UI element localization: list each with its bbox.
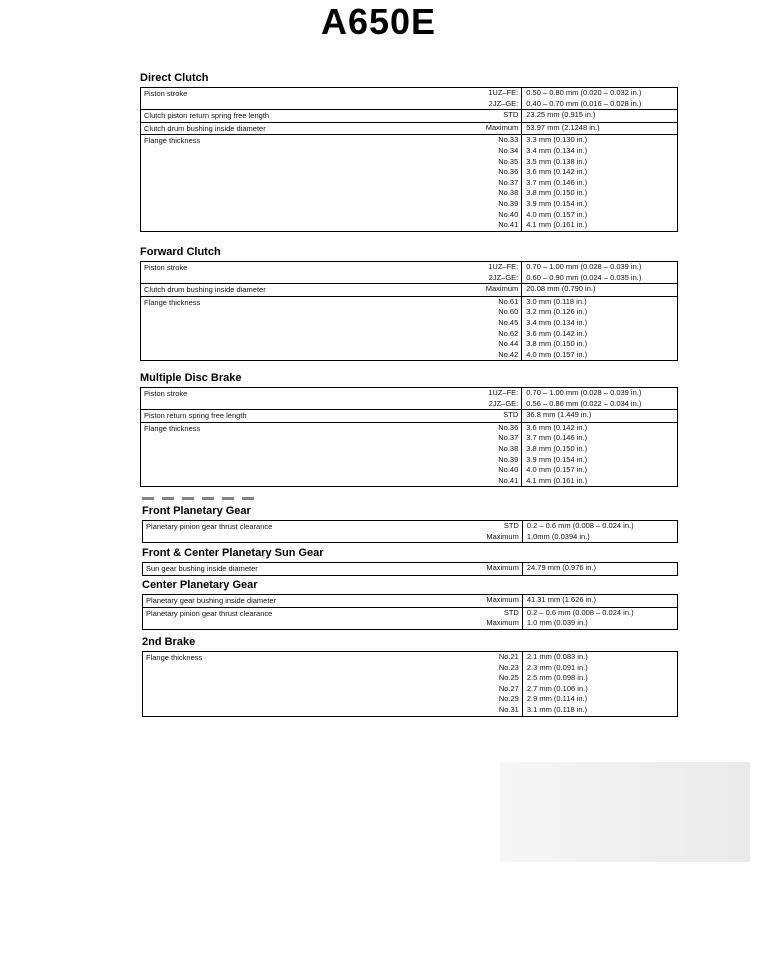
spec-table	[140, 87, 678, 232]
value-line: 3.1 mm (0.118 in.)	[526, 704, 588, 714]
spec-row	[141, 262, 678, 284]
spec-row	[141, 296, 678, 361]
value-line: 1.0 mm (0.039 in.)	[526, 618, 588, 628]
value-line: 20.08 mm (0.790 in.)	[526, 284, 596, 294]
section-center-planetary-gear	[142, 579, 678, 630]
spec-row	[143, 652, 678, 717]
value-line: 3.8 mm (0.150 in.)	[526, 339, 588, 349]
value-line: 23.25 mm (0.915 in.)	[526, 110, 596, 120]
section-multiple-disc-brake	[140, 372, 678, 487]
condition-line: No.41	[498, 475, 519, 485]
spec-row	[141, 88, 678, 110]
condition-line: No.25	[498, 673, 519, 683]
spec-table	[140, 261, 678, 361]
section-heading: Front Planetary Gear	[142, 505, 251, 517]
value-line: 2.9 mm (0.114 in.)	[526, 694, 588, 704]
condition-line: No.35	[498, 156, 519, 166]
condition-line: Maximum	[485, 284, 519, 294]
condition-line: Maximum	[486, 618, 519, 628]
condition-line: No.37	[498, 177, 519, 187]
spec-value	[522, 422, 678, 487]
spec-condition	[431, 607, 522, 629]
scan-shadow	[500, 762, 750, 862]
value-line: 0.2 – 0.6 mm (0.008 – 0.024 in.)	[526, 521, 634, 530]
condition-line: No.39	[498, 454, 519, 464]
spec-table	[142, 594, 678, 630]
condition-line: 2JZ–GE:	[488, 98, 519, 108]
condition-line: STD	[503, 607, 519, 617]
spec-table	[142, 562, 678, 576]
condition-line: No.40	[498, 209, 519, 219]
spec-value	[522, 135, 678, 231]
section-front-planetary-gear	[142, 505, 678, 543]
value-line: 4.0 mm (0.157 in.)	[526, 465, 588, 475]
spec-item-label: Planetary pinion gear thrust clearance	[143, 607, 432, 629]
document-title: A650E	[320, 1, 437, 42]
spec-condition	[431, 652, 522, 717]
value-line: 2.3 mm (0.091 in.)	[526, 662, 588, 672]
value-line: 4.1 mm (0.161 in.)	[526, 475, 588, 485]
spec-item-label: Flange thickness	[146, 653, 203, 662]
value-line: 3.3 mm (0.130 in.)	[526, 135, 588, 145]
condition-line: Maximum	[485, 122, 519, 132]
spec-condition	[430, 388, 521, 410]
spec-value	[522, 110, 678, 123]
condition-line: No.36	[498, 167, 519, 177]
value-line: 53.97 mm (2.1248 in.)	[526, 122, 600, 132]
spec-value	[522, 388, 678, 410]
condition-line: STD	[503, 521, 519, 530]
spec-item-label: Sun gear bushing inside diameter	[146, 564, 258, 573]
spec-value	[522, 410, 678, 423]
spec-table	[142, 651, 678, 717]
section-forward-clutch	[140, 246, 678, 361]
condition-line: No.38	[498, 443, 519, 453]
condition-line: 1UZ–FE:	[488, 262, 519, 271]
condition-line: No.36	[498, 422, 519, 432]
spec-item-label: Clutch drum bushing inside diameter	[141, 284, 431, 297]
condition-line: No.37	[498, 433, 519, 443]
value-line: 3.7 mm (0.146 in.)	[526, 433, 588, 443]
condition-line: 1UZ–FE:	[488, 388, 519, 397]
value-line: 24.79 mm (0.976 in.)	[526, 563, 597, 572]
value-line: 4.0 mm (0.157 in.)	[526, 209, 588, 219]
condition-line: STD	[503, 110, 519, 120]
section-heading: Multiple Disc Brake	[140, 372, 242, 384]
condition-line: No.62	[498, 328, 519, 338]
condition-line: No.40	[498, 465, 519, 475]
spec-condition	[430, 422, 521, 487]
value-line: 3.6 mm (0.142 in.)	[526, 167, 588, 177]
condition-line: STD	[503, 410, 519, 420]
value-line: 3.5 mm (0.138 in.)	[526, 156, 588, 166]
spec-condition	[431, 563, 522, 576]
spec-item-label: Planetary gear bushing inside diameter	[146, 596, 277, 605]
spec-row	[141, 122, 678, 135]
spec-condition	[430, 410, 521, 423]
spec-condition	[430, 88, 521, 110]
spec-condition	[431, 595, 522, 608]
spec-value	[522, 296, 678, 361]
section-heading: Front & Center Planetary Sun Gear	[142, 547, 324, 559]
spec-value	[522, 122, 678, 135]
value-line: 3.8 mm (0.150 in.)	[526, 443, 588, 453]
spec-item-label: Piston stroke	[144, 389, 188, 398]
value-line: 0.70 – 1.00 mm (0.028 – 0.039 in.)	[526, 388, 642, 397]
value-line: 4.0 mm (0.157 in.)	[526, 349, 588, 359]
spec-value	[522, 607, 677, 629]
section-heading: Forward Clutch	[140, 246, 221, 258]
value-line: 3.4 mm (0.134 in.)	[526, 317, 588, 327]
condition-line: No.33	[498, 135, 519, 145]
section-direct-clutch	[140, 72, 678, 232]
spec-item-label: Clutch drum bushing inside diameter	[141, 122, 431, 135]
spec-row	[141, 135, 678, 231]
condition-line: No.61	[498, 296, 519, 306]
condition-line: No.23	[498, 662, 519, 672]
spec-value	[522, 521, 677, 543]
value-line: 3.6 mm (0.142 in.)	[526, 422, 588, 432]
spec-row	[141, 110, 678, 123]
condition-line: No.27	[498, 683, 519, 693]
value-line: 3.9 mm (0.154 in.)	[526, 454, 588, 464]
spec-row	[143, 607, 678, 629]
condition-line: No.41	[498, 220, 519, 230]
spec-condition	[430, 135, 521, 231]
section-2nd-brake	[142, 636, 678, 717]
spec-row	[141, 284, 678, 297]
spec-condition	[431, 521, 522, 543]
condition-line: No.42	[498, 349, 519, 359]
spec-condition	[430, 296, 521, 361]
condition-line: No.31	[498, 704, 519, 714]
value-line: 0.2 – 0.6 mm (0.008 – 0.024 in.)	[526, 607, 634, 617]
spec-value	[522, 284, 678, 297]
spec-item-label: Piston stroke	[144, 89, 188, 98]
condition-line: No.39	[498, 198, 519, 208]
condition-line: 1UZ–FE:	[488, 88, 519, 97]
spec-item-label: Flange thickness	[141, 296, 431, 361]
value-line: 3.8 mm (0.150 in.)	[526, 188, 588, 198]
condition-line: Maximum	[486, 595, 519, 604]
condition-line: No.34	[498, 145, 519, 155]
condition-line: No.21	[498, 652, 519, 661]
spec-value	[522, 262, 678, 284]
value-line: 1.0mm (0.0394 in.)	[526, 531, 590, 541]
value-line: 36.8 mm (1.449 in.)	[526, 410, 592, 420]
condition-line: 2JZ–GE:	[488, 272, 519, 282]
spec-item-label: Flange thickness	[141, 135, 431, 231]
spec-value	[522, 652, 677, 717]
value-line: 0.40 – 0.70 mm (0.016 – 0.028 in.)	[526, 98, 642, 108]
faint-overprint	[142, 497, 262, 500]
value-line: 3.2 mm (0.126 in.)	[526, 307, 588, 317]
value-line: 0.50 – 0.80 mm (0.020 – 0.032 in.)	[526, 88, 642, 97]
spec-row	[143, 595, 678, 608]
condition-line: No.29	[498, 694, 519, 704]
spec-condition	[430, 262, 521, 284]
spec-value	[522, 88, 678, 110]
spec-table	[142, 520, 678, 543]
spec-row	[143, 563, 678, 576]
value-line: 0.56 – 0.86 mm (0.022 – 0.034 in.)	[526, 398, 642, 408]
value-line: 3.9 mm (0.154 in.)	[526, 198, 588, 208]
condition-line: Maximum	[486, 531, 519, 541]
value-line: 2.7 mm (0.106 in.)	[526, 683, 588, 693]
spec-row	[141, 388, 678, 410]
spec-item-label: Planetary pinion gear thrust clearance	[146, 522, 273, 531]
section-heading: 2nd Brake	[142, 636, 196, 648]
spec-item-label: Flange thickness	[141, 422, 431, 487]
spec-row	[143, 521, 678, 543]
spec-row	[141, 422, 678, 487]
value-line: 41.31 mm (1.626 in.)	[526, 595, 597, 604]
spec-row	[141, 410, 678, 423]
condition-line: No.60	[498, 307, 519, 317]
spec-condition	[430, 110, 521, 123]
value-line: 3.7 mm (0.146 in.)	[526, 177, 588, 187]
condition-line: No.45	[498, 317, 519, 327]
value-line: 0.60 – 0.90 mm (0.024 – 0.035 in.)	[526, 272, 642, 282]
spec-item-label: Clutch piston return spring free length	[141, 110, 431, 123]
spec-item-label: Piston return spring free length	[141, 410, 431, 423]
value-line: 3.4 mm (0.134 in.)	[526, 145, 588, 155]
value-line: 4.1 mm (0.161 in.)	[526, 220, 588, 230]
spec-value	[522, 563, 677, 576]
value-line: 0.70 – 1.00 mm (0.028 – 0.039 in.)	[526, 262, 642, 271]
condition-line: 2JZ–GE:	[488, 398, 519, 408]
section-front-center-planetary-sun-gear	[142, 547, 678, 576]
spec-condition	[430, 122, 521, 135]
condition-line: No.44	[498, 339, 519, 349]
section-heading: Direct Clutch	[140, 72, 209, 84]
condition-line: No.38	[498, 188, 519, 198]
value-line: 2.5 mm (0.098 in.)	[526, 673, 588, 683]
value-line: 3.6 mm (0.142 in.)	[526, 328, 588, 338]
spec-condition	[430, 284, 521, 297]
spec-item-label: Piston stroke	[144, 263, 188, 272]
condition-line: Maximum	[486, 563, 519, 572]
value-line: 2.1 mm (0.083 in.)	[526, 652, 588, 661]
value-line: 3.0 mm (0.118 in.)	[526, 296, 587, 306]
spec-value	[522, 595, 677, 608]
section-heading: Center Planetary Gear	[142, 579, 258, 591]
spec-table	[140, 387, 678, 487]
